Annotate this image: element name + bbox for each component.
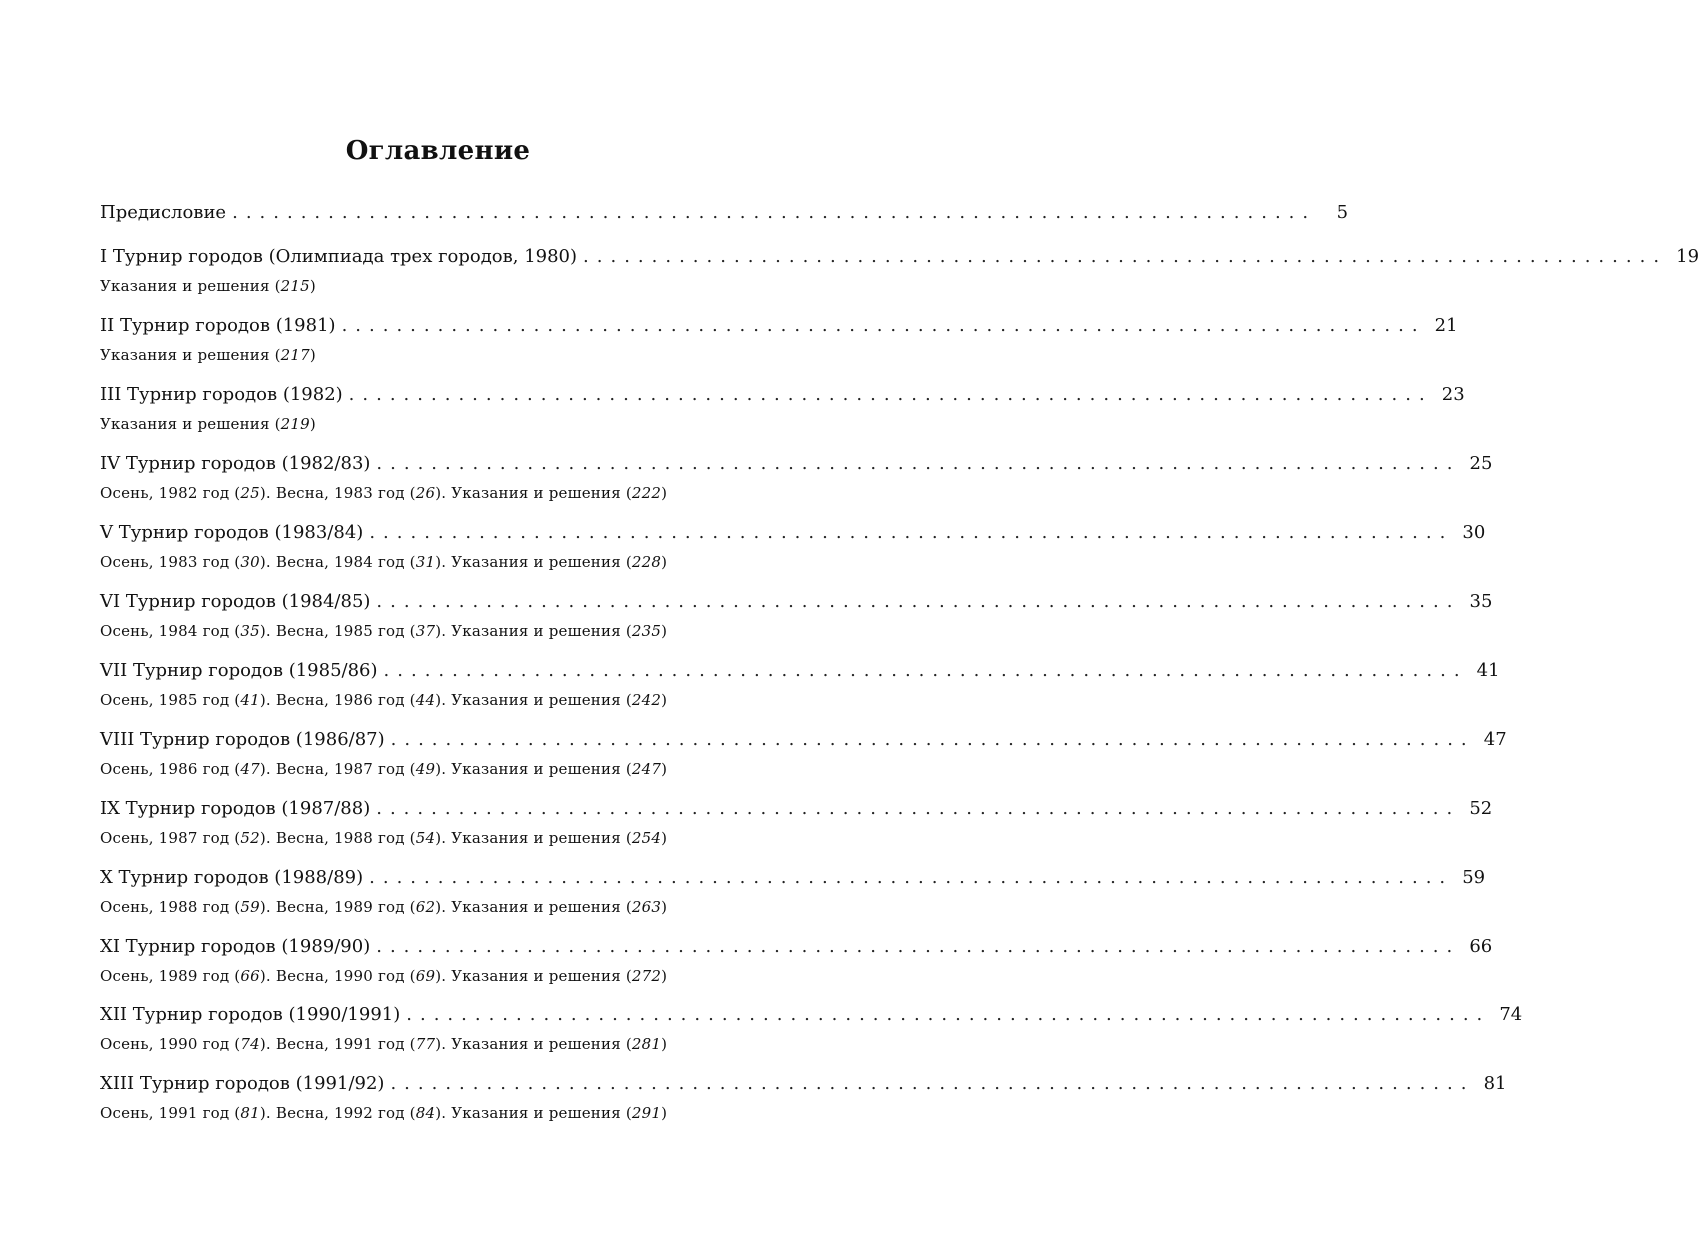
dot-leader: ............................................................................... <box>376 798 1461 819</box>
dot-leader: ............................................................................... <box>348 384 1433 405</box>
toc-subentry: Указания и решения (217) <box>100 346 316 364</box>
toc-entry-label[interactable]: VII Турнир городов (1985/86) <box>100 660 378 681</box>
toc-entry-label[interactable]: VIII Турнир городов (1986/87) <box>100 729 385 750</box>
toc-entry-label[interactable]: VI Турнир городов (1984/85) <box>100 591 371 612</box>
toc-subentry: Осень, 1988 год (59). Весна, 1989 год (62). Указания и решения (263) <box>100 898 668 916</box>
dot-leader: ............................................................................... <box>376 591 1461 612</box>
toc-page-number: 19 <box>1676 246 1699 267</box>
toc-entry-row[interactable] <box>100 591 1493 613</box>
toc-entry[interactable] <box>100 798 1493 848</box>
toc-entry-row[interactable] <box>100 315 1458 337</box>
toc-entry[interactable] <box>100 384 1465 434</box>
toc-subentry: Осень, 1985 год (41). Весна, 1986 год (44). Указания и решения (242) <box>100 691 668 709</box>
toc-page-number: 25 <box>1469 453 1493 474</box>
sub-page-number: 215 <box>280 277 310 295</box>
toc-page-number: 23 <box>1441 384 1465 405</box>
toc-subentry: Осень, 1991 год (81). Весна, 1992 год (84). Указания и решения (291) <box>100 1104 668 1122</box>
toc-entry-row[interactable] <box>100 1073 1507 1095</box>
toc-entry-row[interactable] <box>100 798 1493 820</box>
toc-page-number: 81 <box>1483 1073 1507 1094</box>
toc-entry-row[interactable] <box>100 936 1493 958</box>
toc-entry-row[interactable] <box>100 246 1699 268</box>
toc-subentry: Осень, 1984 год (35). Весна, 1985 год (37). Указания и решения (235) <box>100 622 668 640</box>
toc-page-number: 52 <box>1469 798 1493 819</box>
toc-entry[interactable] <box>100 591 1493 641</box>
toc-entry-row[interactable] <box>100 522 1486 544</box>
toc-entry-label[interactable]: IV Турнир городов (1982/83) <box>100 453 371 474</box>
toc-entry[interactable] <box>100 729 1507 779</box>
toc-entry-row[interactable] <box>100 453 1493 475</box>
toc-entry-label[interactable]: V Турнир городов (1983/84) <box>100 522 364 543</box>
toc-entry-row[interactable] <box>100 867 1486 889</box>
dot-leader: ............................................................................... <box>232 202 1317 223</box>
toc-subentry: Осень, 1990 год (74). Весна, 1991 год (77). Указания и решения (281) <box>100 1035 668 1053</box>
toc-page-number: 74 <box>1499 1004 1523 1025</box>
toc-subentry: Осень, 1987 год (52). Весна, 1988 год (54). Указания и решения (254) <box>100 829 668 847</box>
toc-entry[interactable] <box>100 660 1500 710</box>
toc-entry-label[interactable]: XII Турнир городов (1990/1991) <box>100 1004 401 1025</box>
toc-page-number: 59 <box>1462 867 1486 888</box>
dot-leader: ............................................................................... <box>583 246 1668 267</box>
sub-page-number: 219 <box>280 415 310 433</box>
toc-subentry: Осень, 1986 год (47). Весна, 1987 год (49). Указания и решения (247) <box>100 760 668 778</box>
dot-leader: ............................................................................... <box>390 729 1475 750</box>
dot-leader: ............................................................................... <box>369 522 1454 543</box>
toc-entry-label[interactable]: I Турнир городов (Олимпиада трех городов, 1980) <box>100 246 578 267</box>
toc-entry-label[interactable]: II Турнир городов (1981) <box>100 315 336 336</box>
toc-page-number: 35 <box>1469 591 1493 612</box>
toc-entry[interactable] <box>100 936 1493 986</box>
toc-entry[interactable] <box>100 1004 1523 1054</box>
toc-entry[interactable] <box>100 1073 1507 1123</box>
toc-page-number: 47 <box>1483 729 1507 750</box>
toc-entry-row[interactable] <box>100 729 1507 751</box>
toc-page-number: 41 <box>1476 660 1500 681</box>
toc-entry[interactable] <box>100 867 1486 917</box>
toc-entry-row[interactable] <box>100 660 1500 682</box>
toc-entry[interactable] <box>100 522 1486 572</box>
dot-leader: ............................................................................... <box>376 936 1461 957</box>
toc-entry-preface[interactable] <box>100 202 1349 224</box>
toc-entry-label[interactable]: IX Турнир городов (1987/88) <box>100 798 371 819</box>
toc-entry-row[interactable] <box>100 384 1465 406</box>
toc-page-number: 66 <box>1469 936 1493 957</box>
toc-entry[interactable] <box>100 453 1493 503</box>
dot-leader: ............................................................................... <box>406 1004 1491 1025</box>
toc-entry-label[interactable]: X Турнир городов (1988/89) <box>100 867 364 888</box>
toc-entry[interactable] <box>100 246 1699 296</box>
dot-leader: ............................................................................... <box>369 867 1454 888</box>
page-title: Оглавление <box>345 136 531 166</box>
toc-subentry: Указания и решения (215) <box>100 277 316 295</box>
toc-entry-row[interactable] <box>100 1004 1523 1026</box>
toc-subentry: Осень, 1983 год (30). Весна, 1984 год (31). Указания и решения (228) <box>100 553 668 571</box>
toc-entry-label[interactable]: Предисловие <box>100 202 227 223</box>
toc-page-number: 5 <box>1336 202 1349 223</box>
toc-entry[interactable] <box>100 315 1458 365</box>
toc-subentry: Указания и решения (219) <box>100 415 316 433</box>
toc-entry-row[interactable] <box>100 202 1349 224</box>
dot-leader: ............................................................................... <box>376 453 1461 474</box>
dot-leader: ............................................................................... <box>383 660 1468 681</box>
toc-subentry: Осень, 1982 год (25). Весна, 1983 год (26). Указания и решения (222) <box>100 484 668 502</box>
toc-entry-label[interactable]: III Турнир городов (1982) <box>100 384 343 405</box>
toc-entry-label[interactable]: XI Турнир городов (1989/90) <box>100 936 371 957</box>
toc-entry-label[interactable]: XIII Турнир городов (1991/92) <box>100 1073 385 1094</box>
toc-subentry: Осень, 1989 год (66). Весна, 1990 год (69). Указания и решения (272) <box>100 967 668 985</box>
dot-leader: ............................................................................... <box>341 315 1426 336</box>
toc-page-number: 21 <box>1434 315 1458 336</box>
dot-leader: ............................................................................... <box>390 1073 1475 1094</box>
sub-page-number: 217 <box>280 346 310 364</box>
toc-page-number: 30 <box>1462 522 1486 543</box>
